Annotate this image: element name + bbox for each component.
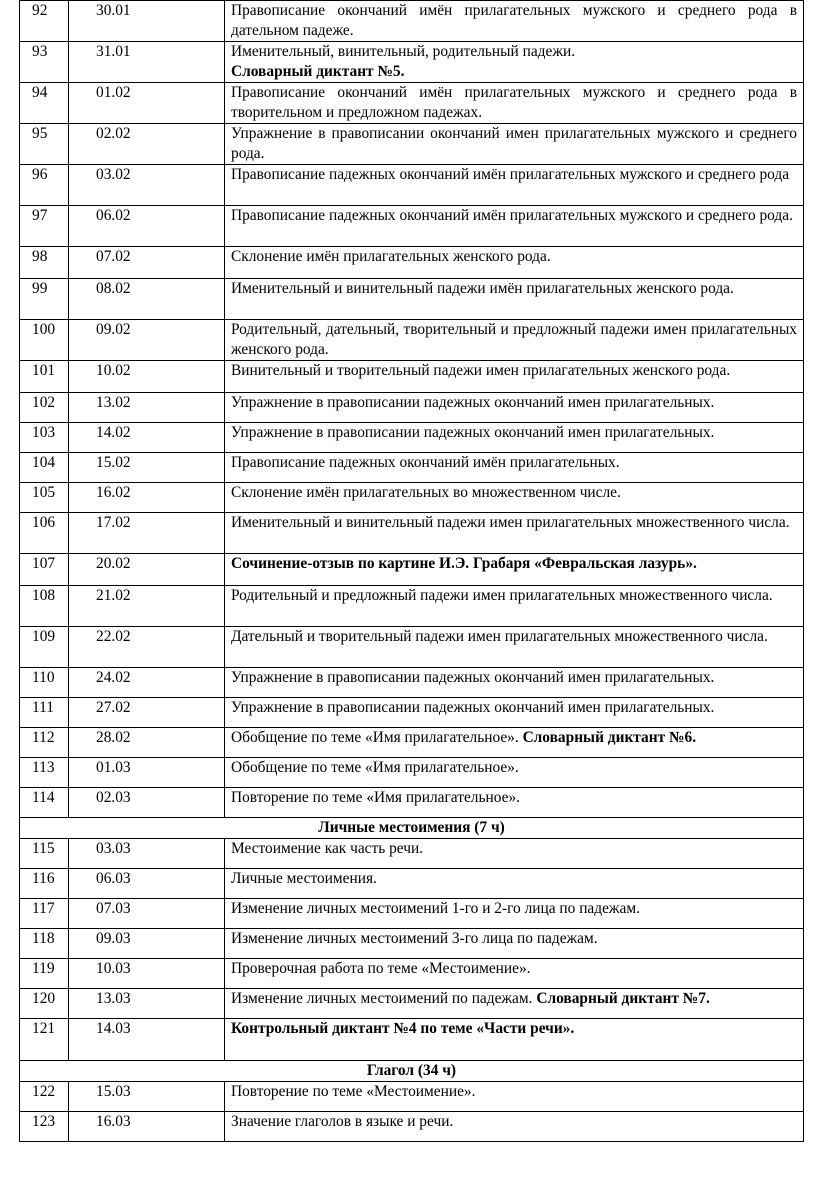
table-row: [20, 1, 804, 42]
lesson-date: 03.03: [69, 839, 225, 869]
lesson-number: 99: [20, 279, 69, 320]
lesson-number: 107: [20, 554, 69, 586]
topic-text: Местоимение как часть речи.: [231, 840, 424, 857]
lesson-date: 31.01: [69, 42, 225, 83]
lesson-date: 08.02: [69, 279, 225, 320]
topic-text: Винительный и творительный падежи имен прилагательных женского рода.: [231, 362, 731, 379]
lesson-date: 22.02: [69, 627, 225, 668]
lesson-number: 100: [20, 320, 69, 361]
table-row: [20, 393, 804, 423]
table-row: [20, 554, 804, 586]
topic-text: Именительный и винительный падежи имён прилагательных женского рода.: [231, 280, 734, 297]
topic-text: Упражнение в правописании окончаний имен прилагательных мужского и среднего рода.: [231, 125, 797, 162]
lesson-topic: [225, 728, 804, 758]
lesson-number: 101: [20, 361, 69, 393]
topic-text: Упражнение в правописании падежных окончаний имен прилагательных.: [231, 424, 715, 441]
table-row: [20, 929, 804, 959]
table-row: [20, 788, 804, 818]
lesson-date: 07.02: [69, 247, 225, 279]
table-row: [20, 668, 804, 698]
lesson-topic: [225, 668, 804, 698]
lesson-plan-table: [19, 0, 804, 1142]
topic-text: Родительный, дательный, творительный и предложный падежи имен прилагательных женского рода.: [231, 321, 797, 358]
topic-text: Значение глаголов в языке и речи.: [231, 1113, 454, 1130]
table-row: [20, 83, 804, 124]
lesson-number: 121: [20, 1019, 69, 1061]
lesson-topic: [225, 869, 804, 899]
table-row: [20, 453, 804, 483]
lesson-topic: [225, 513, 804, 554]
table-row: [20, 247, 804, 279]
lesson-number: 103: [20, 423, 69, 453]
lesson-topic: [225, 279, 804, 320]
lesson-topic: [225, 989, 804, 1019]
table-row: [20, 839, 804, 869]
lesson-number: 97: [20, 206, 69, 247]
lesson-topic: [225, 423, 804, 453]
lesson-date: 10.02: [69, 361, 225, 393]
lesson-number: 116: [20, 869, 69, 899]
lesson-number: 93: [20, 42, 69, 83]
lesson-date: 03.02: [69, 165, 225, 206]
lesson-date: 13.02: [69, 393, 225, 423]
lesson-number: 105: [20, 483, 69, 513]
topic-text: Изменение личных местоимений 1-го и 2-го лица по падежам.: [231, 900, 640, 917]
topic-text: Обобщение по теме «Имя прилагательное».: [231, 729, 523, 746]
table-row: [20, 698, 804, 728]
lesson-date: 15.03: [69, 1082, 225, 1112]
lesson-date: 09.03: [69, 929, 225, 959]
table-body-adjectives: [20, 1, 804, 818]
topic-text: Повторение по теме «Местоимение».: [231, 1083, 476, 1100]
table-row: [20, 206, 804, 247]
lesson-number: 104: [20, 453, 69, 483]
topic-text-bold: Словарный диктант №6.: [522, 729, 697, 746]
table-row: [20, 869, 804, 899]
table-row: [20, 124, 804, 165]
topic-text: Склонение имён прилагательных во множественном числе.: [231, 484, 621, 501]
lesson-topic: [225, 929, 804, 959]
lesson-number: 94: [20, 83, 69, 124]
topic-text-bold: Контрольный диктант №4 по теме «Части речи».: [231, 1020, 575, 1037]
table-row: [20, 361, 804, 393]
lesson-topic: [225, 42, 804, 83]
lesson-topic: [225, 758, 804, 788]
table-row: [20, 1082, 804, 1112]
lesson-date: 21.02: [69, 586, 225, 627]
table-body-verb: [20, 1082, 804, 1142]
section-pronouns: [20, 818, 804, 839]
lesson-topic: [225, 959, 804, 989]
topic-text: Повторение по теме «Имя прилагательное».: [231, 789, 520, 806]
lesson-date: 28.02: [69, 728, 225, 758]
lesson-date: 16.03: [69, 1112, 225, 1142]
lesson-topic: [225, 124, 804, 165]
lesson-date: 14.02: [69, 423, 225, 453]
lesson-topic: [225, 165, 804, 206]
lesson-number: 114: [20, 788, 69, 818]
lesson-topic: [225, 698, 804, 728]
topic-text: Изменение личных местоимений 3-го лица по падежам.: [231, 930, 598, 947]
topic-text: Упражнение в правописании падежных окончаний имен прилагательных.: [231, 394, 715, 411]
topic-text: Родительный и предложный падежи имен прилагательных множественного числа.: [231, 587, 773, 604]
topic-text: Обобщение по теме «Имя прилагательное».: [231, 759, 519, 776]
table-row: [20, 627, 804, 668]
section-heading-pronouns: Личные местоимения (7 ч): [20, 818, 804, 839]
lesson-number: 123: [20, 1112, 69, 1142]
lesson-topic: [225, 1019, 804, 1061]
lesson-date: 02.02: [69, 124, 225, 165]
table-row: [20, 728, 804, 758]
lesson-number: 111: [20, 698, 69, 728]
lesson-date: 07.03: [69, 899, 225, 929]
lesson-topic: [225, 361, 804, 393]
lesson-date: 13.03: [69, 989, 225, 1019]
lesson-number: 112: [20, 728, 69, 758]
topic-text: Упражнение в правописании падежных окончаний имен прилагательных.: [231, 699, 715, 716]
table-row: [20, 1112, 804, 1142]
lesson-topic: [225, 899, 804, 929]
lesson-number: 102: [20, 393, 69, 423]
table-row: [20, 1019, 804, 1061]
lesson-number: 119: [20, 959, 69, 989]
lesson-number: 110: [20, 668, 69, 698]
lesson-number: 115: [20, 839, 69, 869]
section-heading-verb: Глагол (34 ч): [20, 1061, 804, 1082]
lesson-date: 06.02: [69, 206, 225, 247]
lesson-topic: [225, 483, 804, 513]
lesson-plan-page: [19, 0, 803, 1142]
table-row: [20, 899, 804, 929]
lesson-topic: [225, 788, 804, 818]
table-row: [20, 423, 804, 453]
lesson-date: 17.02: [69, 513, 225, 554]
table-row: [20, 513, 804, 554]
lesson-topic: [225, 1112, 804, 1142]
lesson-date: 15.02: [69, 453, 225, 483]
lesson-date: 01.03: [69, 758, 225, 788]
lesson-date: 10.03: [69, 959, 225, 989]
lesson-topic: [225, 320, 804, 361]
table-row: [20, 279, 804, 320]
table-row: [20, 586, 804, 627]
lesson-date: 14.03: [69, 1019, 225, 1061]
lesson-topic: [225, 247, 804, 279]
lesson-number: 113: [20, 758, 69, 788]
lesson-date: 02.03: [69, 788, 225, 818]
topic-text: Правописание окончаний имён прилагательных мужского и среднего рода в творительном и предложном падежах.: [231, 84, 797, 121]
topic-text-bold: Сочинение-отзыв по картине И.Э. Грабаря «Февральская лазурь».: [231, 555, 697, 572]
lesson-date: 24.02: [69, 668, 225, 698]
topic-text: Дательный и творительный падежи имен прилагательных множественного числа.: [231, 628, 768, 645]
topic-text: Проверочная работа по теме «Местоимение».: [231, 960, 531, 977]
table-row: [20, 959, 804, 989]
topic-text: Именительный, винительный, родительный падежи.: [231, 43, 576, 60]
topic-text: Упражнение в правописании падежных окончаний имен прилагательных.: [231, 669, 715, 686]
lesson-number: 122: [20, 1082, 69, 1112]
topic-text: Склонение имён прилагательных женского рода.: [231, 248, 551, 265]
lesson-number: 95: [20, 124, 69, 165]
lesson-number: 117: [20, 899, 69, 929]
lesson-topic: [225, 393, 804, 423]
lesson-topic: [225, 554, 804, 586]
lesson-topic: [225, 839, 804, 869]
table-row: [20, 42, 804, 83]
lesson-number: 92: [20, 1, 69, 42]
lesson-topic: [225, 83, 804, 124]
lesson-number: 120: [20, 989, 69, 1019]
lesson-date: 27.02: [69, 698, 225, 728]
topic-text-bold: Словарный диктант №7.: [536, 990, 710, 1007]
topic-text-bold: Словарный диктант №5.: [231, 63, 405, 80]
topic-text: Правописание падежных окончаний имён прилагательных.: [231, 454, 620, 471]
table-body-pronouns: [20, 839, 804, 1061]
lesson-topic: [225, 1082, 804, 1112]
lesson-topic: [225, 627, 804, 668]
table-row: [20, 320, 804, 361]
lesson-date: 09.02: [69, 320, 225, 361]
lesson-number: 118: [20, 929, 69, 959]
lesson-number: 98: [20, 247, 69, 279]
lesson-date: 01.02: [69, 83, 225, 124]
lesson-date: 20.02: [69, 554, 225, 586]
lesson-topic: [225, 453, 804, 483]
topic-text: Правописание окончаний имён прилагательных мужского и среднего рода в дательном падеже.: [231, 2, 797, 39]
lesson-number: 106: [20, 513, 69, 554]
lesson-date: 06.03: [69, 869, 225, 899]
topic-text: Правописание падежных окончаний имён прилагательных мужского и среднего рода.: [231, 207, 793, 224]
lesson-date: 30.01: [69, 1, 225, 42]
topic-text: Именительный и винительный падежи имен прилагательных множественного числа.: [231, 514, 790, 531]
lesson-topic: [225, 206, 804, 247]
lesson-number: 96: [20, 165, 69, 206]
topic-text: Правописание падежных окончаний имён прилагательных мужского и среднего рода: [231, 166, 790, 183]
lesson-number: 108: [20, 586, 69, 627]
lesson-topic: [225, 586, 804, 627]
table-row: [20, 483, 804, 513]
table-row: [20, 165, 804, 206]
lesson-date: 16.02: [69, 483, 225, 513]
section-verb: [20, 1061, 804, 1082]
lesson-number: 109: [20, 627, 69, 668]
lesson-topic: [225, 1, 804, 42]
table-row: [20, 989, 804, 1019]
topic-text: Личные местоимения.: [231, 870, 377, 887]
table-row: [20, 758, 804, 788]
topic-text: Изменение личных местоимений по падежам.: [231, 990, 537, 1007]
